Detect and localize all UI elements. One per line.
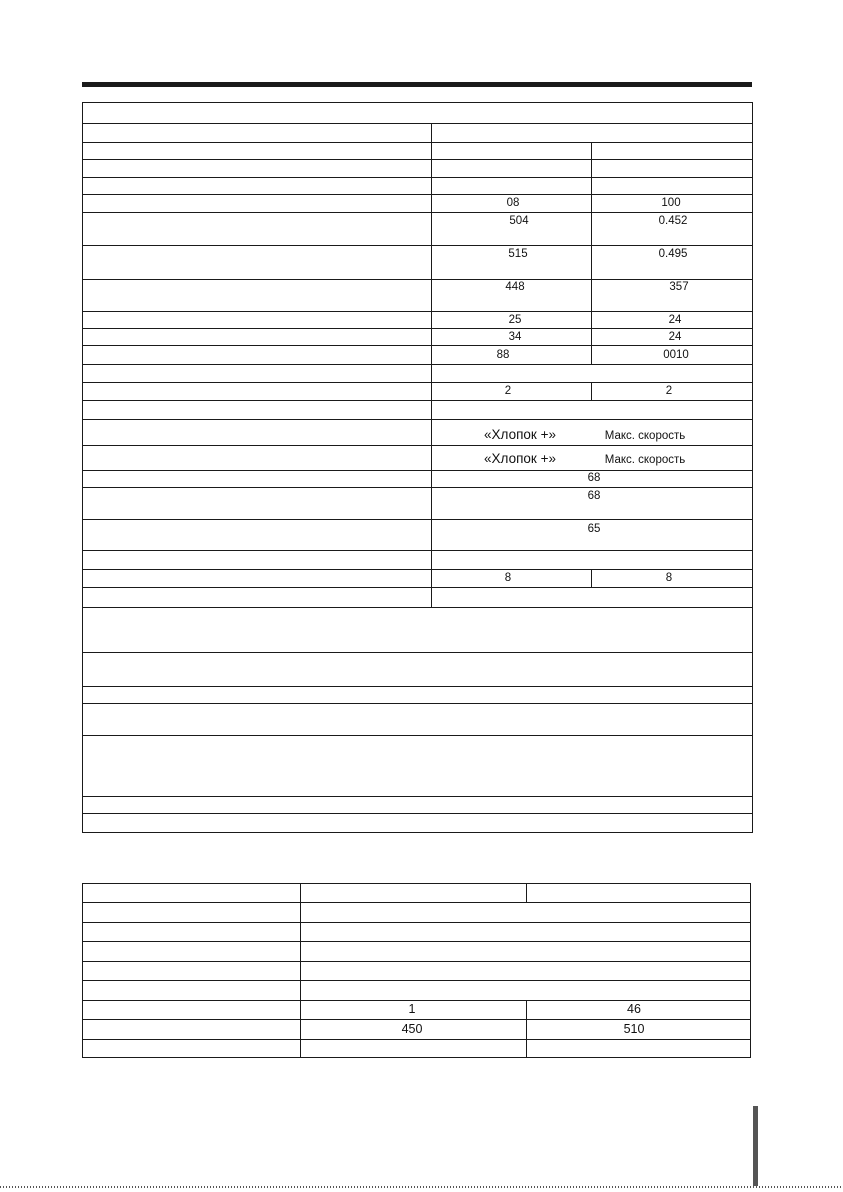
table1-rule (82, 519, 753, 520)
table-cell-value: 450 (401, 1022, 423, 1036)
table2-col-divider (526, 1039, 527, 1058)
table1-col-divider (591, 177, 592, 195)
table-cell-value: 24 (668, 314, 682, 326)
table-cell-value: «Хлопок +» (484, 451, 556, 466)
table1-col-divider (431, 519, 432, 551)
table2-rule (82, 961, 751, 962)
table1-rule (82, 400, 753, 401)
table1-col-divider (431, 382, 432, 401)
table1-rule (82, 279, 753, 280)
table1-rule (82, 419, 753, 420)
table1-col-divider (431, 245, 432, 280)
table2-col-divider (526, 1019, 527, 1040)
table-cell-value: 100 (661, 197, 681, 209)
table1-col-divider (431, 470, 432, 488)
table1-rule (82, 102, 753, 103)
table1-col-divider (591, 382, 592, 401)
table-cell-value: 1 (408, 1002, 416, 1016)
table1-col-divider (431, 587, 432, 608)
table2-col-divider (300, 1000, 301, 1020)
table-cell-value: 448 (505, 281, 525, 293)
table1-rule (82, 796, 753, 797)
table2-rule (82, 902, 751, 903)
table1-rule (82, 123, 753, 124)
table2-col-divider (300, 922, 301, 942)
table1-rule (82, 177, 753, 178)
table-cell-value: Макс. скорость (604, 430, 686, 442)
table-cell-value: 08 (506, 197, 520, 209)
table-cell-value: 65 (587, 523, 601, 535)
table-cell-value: 24 (668, 331, 682, 343)
table-cell-value: 0010 (663, 349, 689, 361)
table2-col-divider (300, 980, 301, 1001)
table1-rule (82, 587, 753, 588)
table-cell-value: 2 (665, 385, 673, 397)
table1-rule (82, 550, 753, 551)
table1-rule (82, 686, 753, 687)
table2-rule (82, 883, 751, 884)
table1-col-divider (431, 177, 432, 195)
table1-rule (82, 245, 753, 246)
table2-rule (82, 1057, 751, 1058)
table1-col-divider (431, 550, 432, 570)
table2-rule (82, 941, 751, 942)
table1-col-divider (591, 311, 592, 329)
table1-rule (82, 703, 753, 704)
table1-col-divider (591, 569, 592, 588)
table2-rule (82, 1039, 751, 1040)
table1-rule (82, 142, 753, 143)
table-cell-value: 8 (665, 572, 673, 584)
table1-rule (82, 212, 753, 213)
table2-col-divider (300, 941, 301, 962)
table2-rule (82, 1019, 751, 1020)
table-cell-value: 25 (508, 314, 522, 326)
table2-col-divider (300, 902, 301, 923)
table2-rule (82, 980, 751, 981)
table-cell-value: 34 (508, 331, 522, 343)
table-cell-value: 68 (587, 472, 601, 484)
table1-rule (82, 470, 753, 471)
table1-col-divider (431, 445, 432, 471)
table2-rule (82, 1000, 751, 1001)
table1-col-divider (431, 400, 432, 420)
table-cell-value: 68 (587, 490, 601, 502)
table1-rule (82, 832, 753, 833)
table1-col-divider (431, 569, 432, 588)
table1-rule (82, 382, 753, 383)
page-edge-tab (753, 1106, 758, 1186)
table1-rule (82, 345, 753, 346)
table2-col-divider (526, 1000, 527, 1020)
table1-rule (82, 487, 753, 488)
table1-rule (82, 445, 753, 446)
table1-rule (82, 607, 753, 608)
table1-rule (82, 328, 753, 329)
table1-col-divider (431, 345, 432, 365)
table1-col-divider (431, 311, 432, 329)
table1-rule (82, 652, 753, 653)
table1-rule (82, 364, 753, 365)
table1-col-divider (591, 212, 592, 246)
table-cell-value: Макс. скорость (604, 454, 686, 466)
table2-col-divider (526, 883, 527, 903)
table-cell-value: 0.495 (658, 248, 688, 260)
table1-col-divider (591, 159, 592, 178)
table1-col-divider (591, 345, 592, 365)
table-cell-value: 510 (623, 1022, 645, 1036)
table1-col-divider (431, 487, 432, 520)
table1-col-divider (431, 419, 432, 446)
table1-col-divider (431, 279, 432, 312)
bottom-edge (0, 1186, 843, 1188)
table-cell-value: 88 (496, 349, 510, 361)
table1-col-divider (431, 328, 432, 346)
table-cell-value: «Хлопок +» (484, 427, 556, 442)
table1-col-divider (431, 194, 432, 213)
table1-rule (82, 311, 753, 312)
table1-col-divider (591, 142, 592, 160)
table2-border-left (82, 883, 83, 1058)
page-header-rule (82, 82, 752, 87)
table1-col-divider (591, 328, 592, 346)
table1-col-divider (591, 245, 592, 280)
table-cell-value: 46 (627, 1002, 641, 1016)
table-cell-value: 515 (508, 248, 528, 260)
table1-rule (82, 569, 753, 570)
table2-col-divider (300, 1019, 301, 1040)
table-cell-value: 504 (509, 215, 529, 227)
table1-rule (82, 813, 753, 814)
table2-rule (82, 922, 751, 923)
table1-col-divider (431, 123, 432, 143)
table-cell-value: 8 (504, 572, 512, 584)
table1-border-right (752, 102, 753, 833)
table2-border-right (750, 883, 751, 1058)
table2-col-divider (300, 1039, 301, 1058)
table1-col-divider (591, 279, 592, 312)
table2-col-divider (300, 883, 301, 903)
table-cell-value: 357 (669, 281, 689, 293)
table1-rule (82, 194, 753, 195)
table1-border-left (82, 102, 83, 833)
table1-col-divider (431, 364, 432, 383)
table1-rule (82, 159, 753, 160)
table1-col-divider (591, 194, 592, 213)
table1-rule (82, 735, 753, 736)
table-cell-value: 2 (504, 385, 512, 397)
table1-col-divider (431, 142, 432, 160)
table1-col-divider (431, 212, 432, 246)
table-cell-value: 0.452 (658, 215, 688, 227)
table2-col-divider (300, 961, 301, 981)
table1-col-divider (431, 159, 432, 178)
